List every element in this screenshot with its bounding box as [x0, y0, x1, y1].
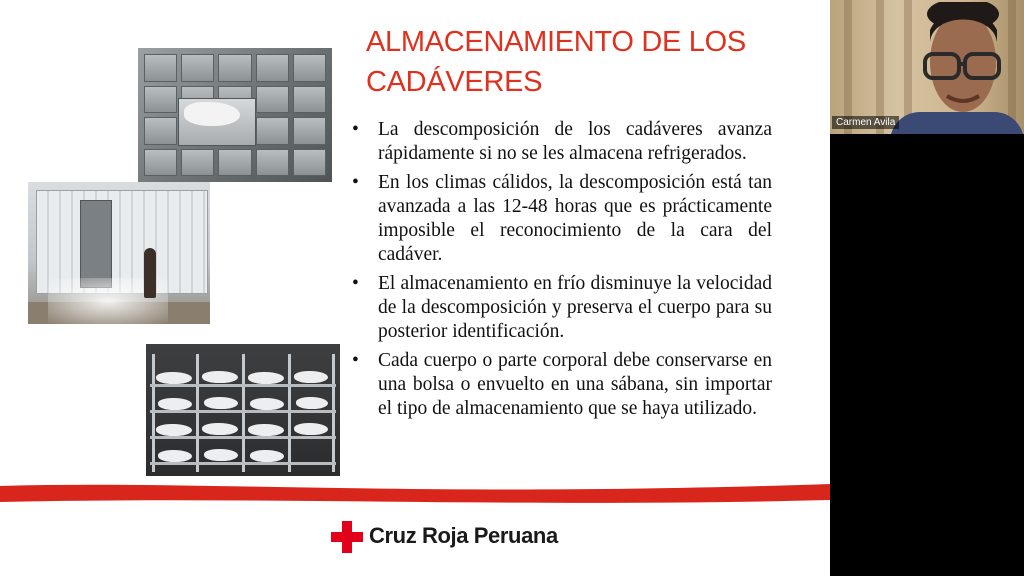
- body-bag: [248, 372, 284, 384]
- bullet-list: [352, 118, 772, 426]
- drawer: [293, 54, 326, 82]
- bullet-marker: •: [352, 119, 359, 140]
- drawer: [256, 149, 289, 177]
- curtain-fold: [1008, 0, 1016, 134]
- red-wave-band: [0, 478, 830, 514]
- bullet-item: [352, 272, 772, 344]
- participant-name-label: Carmen Avila: [832, 116, 899, 129]
- body-bag: [204, 397, 238, 409]
- bullet-item: [352, 349, 772, 421]
- body-bag: [202, 423, 238, 435]
- drawer: [144, 54, 177, 82]
- body-bag: [158, 398, 192, 410]
- body-bag: [250, 450, 284, 462]
- shelf-post: [196, 354, 199, 472]
- bullet-text: Cada cuerpo o parte corporal debe conservarse en una bolsa o envuelto en una sábana, sin importar el tipo de almacenamiento que se haya utilizado.: [378, 350, 772, 419]
- body-bag: [294, 423, 328, 435]
- shelf: [150, 462, 336, 465]
- bullet-text: El almacenamiento en frío disminuye la velocidad de la descomposición y preserva el cuerpo para su posterior identificación.: [378, 273, 772, 342]
- body-bag: [296, 397, 328, 409]
- body-bag: [250, 398, 284, 410]
- curtain-fold: [844, 0, 852, 134]
- drawer: [144, 149, 177, 177]
- body-bag: [248, 424, 284, 436]
- morgue-drawers-photo: [138, 48, 332, 182]
- cross-horizontal-bar: [331, 532, 363, 542]
- drawer: [293, 117, 326, 145]
- red-wave-shape: [0, 484, 830, 503]
- empty-video-area: [830, 134, 1024, 576]
- body-bag: [202, 371, 238, 383]
- shelf-post: [242, 354, 245, 472]
- refrigerated-trailer-photo: [28, 182, 210, 324]
- drawer: [256, 86, 289, 114]
- body-bag: [158, 450, 192, 462]
- drawer: [256, 117, 289, 145]
- worker-figure: [144, 248, 156, 298]
- bullet-marker: •: [352, 172, 359, 193]
- body-bag: [204, 449, 238, 461]
- slide-title: ALMACENAMIENTO DE LOS CADÁVERES: [366, 26, 746, 98]
- bullet-item: [352, 118, 772, 166]
- organization-logo-text: Cruz Roja Peruana: [369, 523, 558, 548]
- red-cross-icon: [331, 521, 363, 553]
- trailer-door: [80, 200, 112, 288]
- shelf: [150, 436, 336, 439]
- curtain-fold: [876, 0, 884, 134]
- drawer: [256, 54, 289, 82]
- storage-shelves-photo: [146, 344, 340, 476]
- drawer: [218, 149, 251, 177]
- shelf-post: [288, 354, 291, 472]
- drawer: [293, 149, 326, 177]
- body-bag: [156, 424, 192, 436]
- drawer: [218, 54, 251, 82]
- body-bag: [294, 371, 328, 383]
- drawer: [293, 86, 326, 114]
- wrapped-body: [184, 102, 240, 126]
- shelf: [150, 384, 336, 387]
- drawer: [144, 86, 177, 114]
- bullet-marker: •: [352, 350, 359, 371]
- shelf: [150, 410, 336, 413]
- drawer: [144, 117, 177, 145]
- bullet-item: [352, 171, 772, 267]
- bullet-text: La descomposición de los cadáveres avanza rápidamente si no se les almacena refrigerados.: [378, 119, 772, 164]
- shelf-post: [152, 354, 155, 472]
- drawer: [181, 149, 214, 177]
- bullet-text: En los climas cálidos, la descomposición está tan avanzada a las 12-48 horas que es prácticamente imposible el reconocimiento de la cara del cadáver.: [378, 172, 772, 265]
- bullet-marker: •: [352, 273, 359, 294]
- participant-avatar: [913, 2, 1009, 120]
- body-bag: [156, 372, 192, 384]
- shelf-post: [332, 354, 335, 472]
- drawer: [181, 54, 214, 82]
